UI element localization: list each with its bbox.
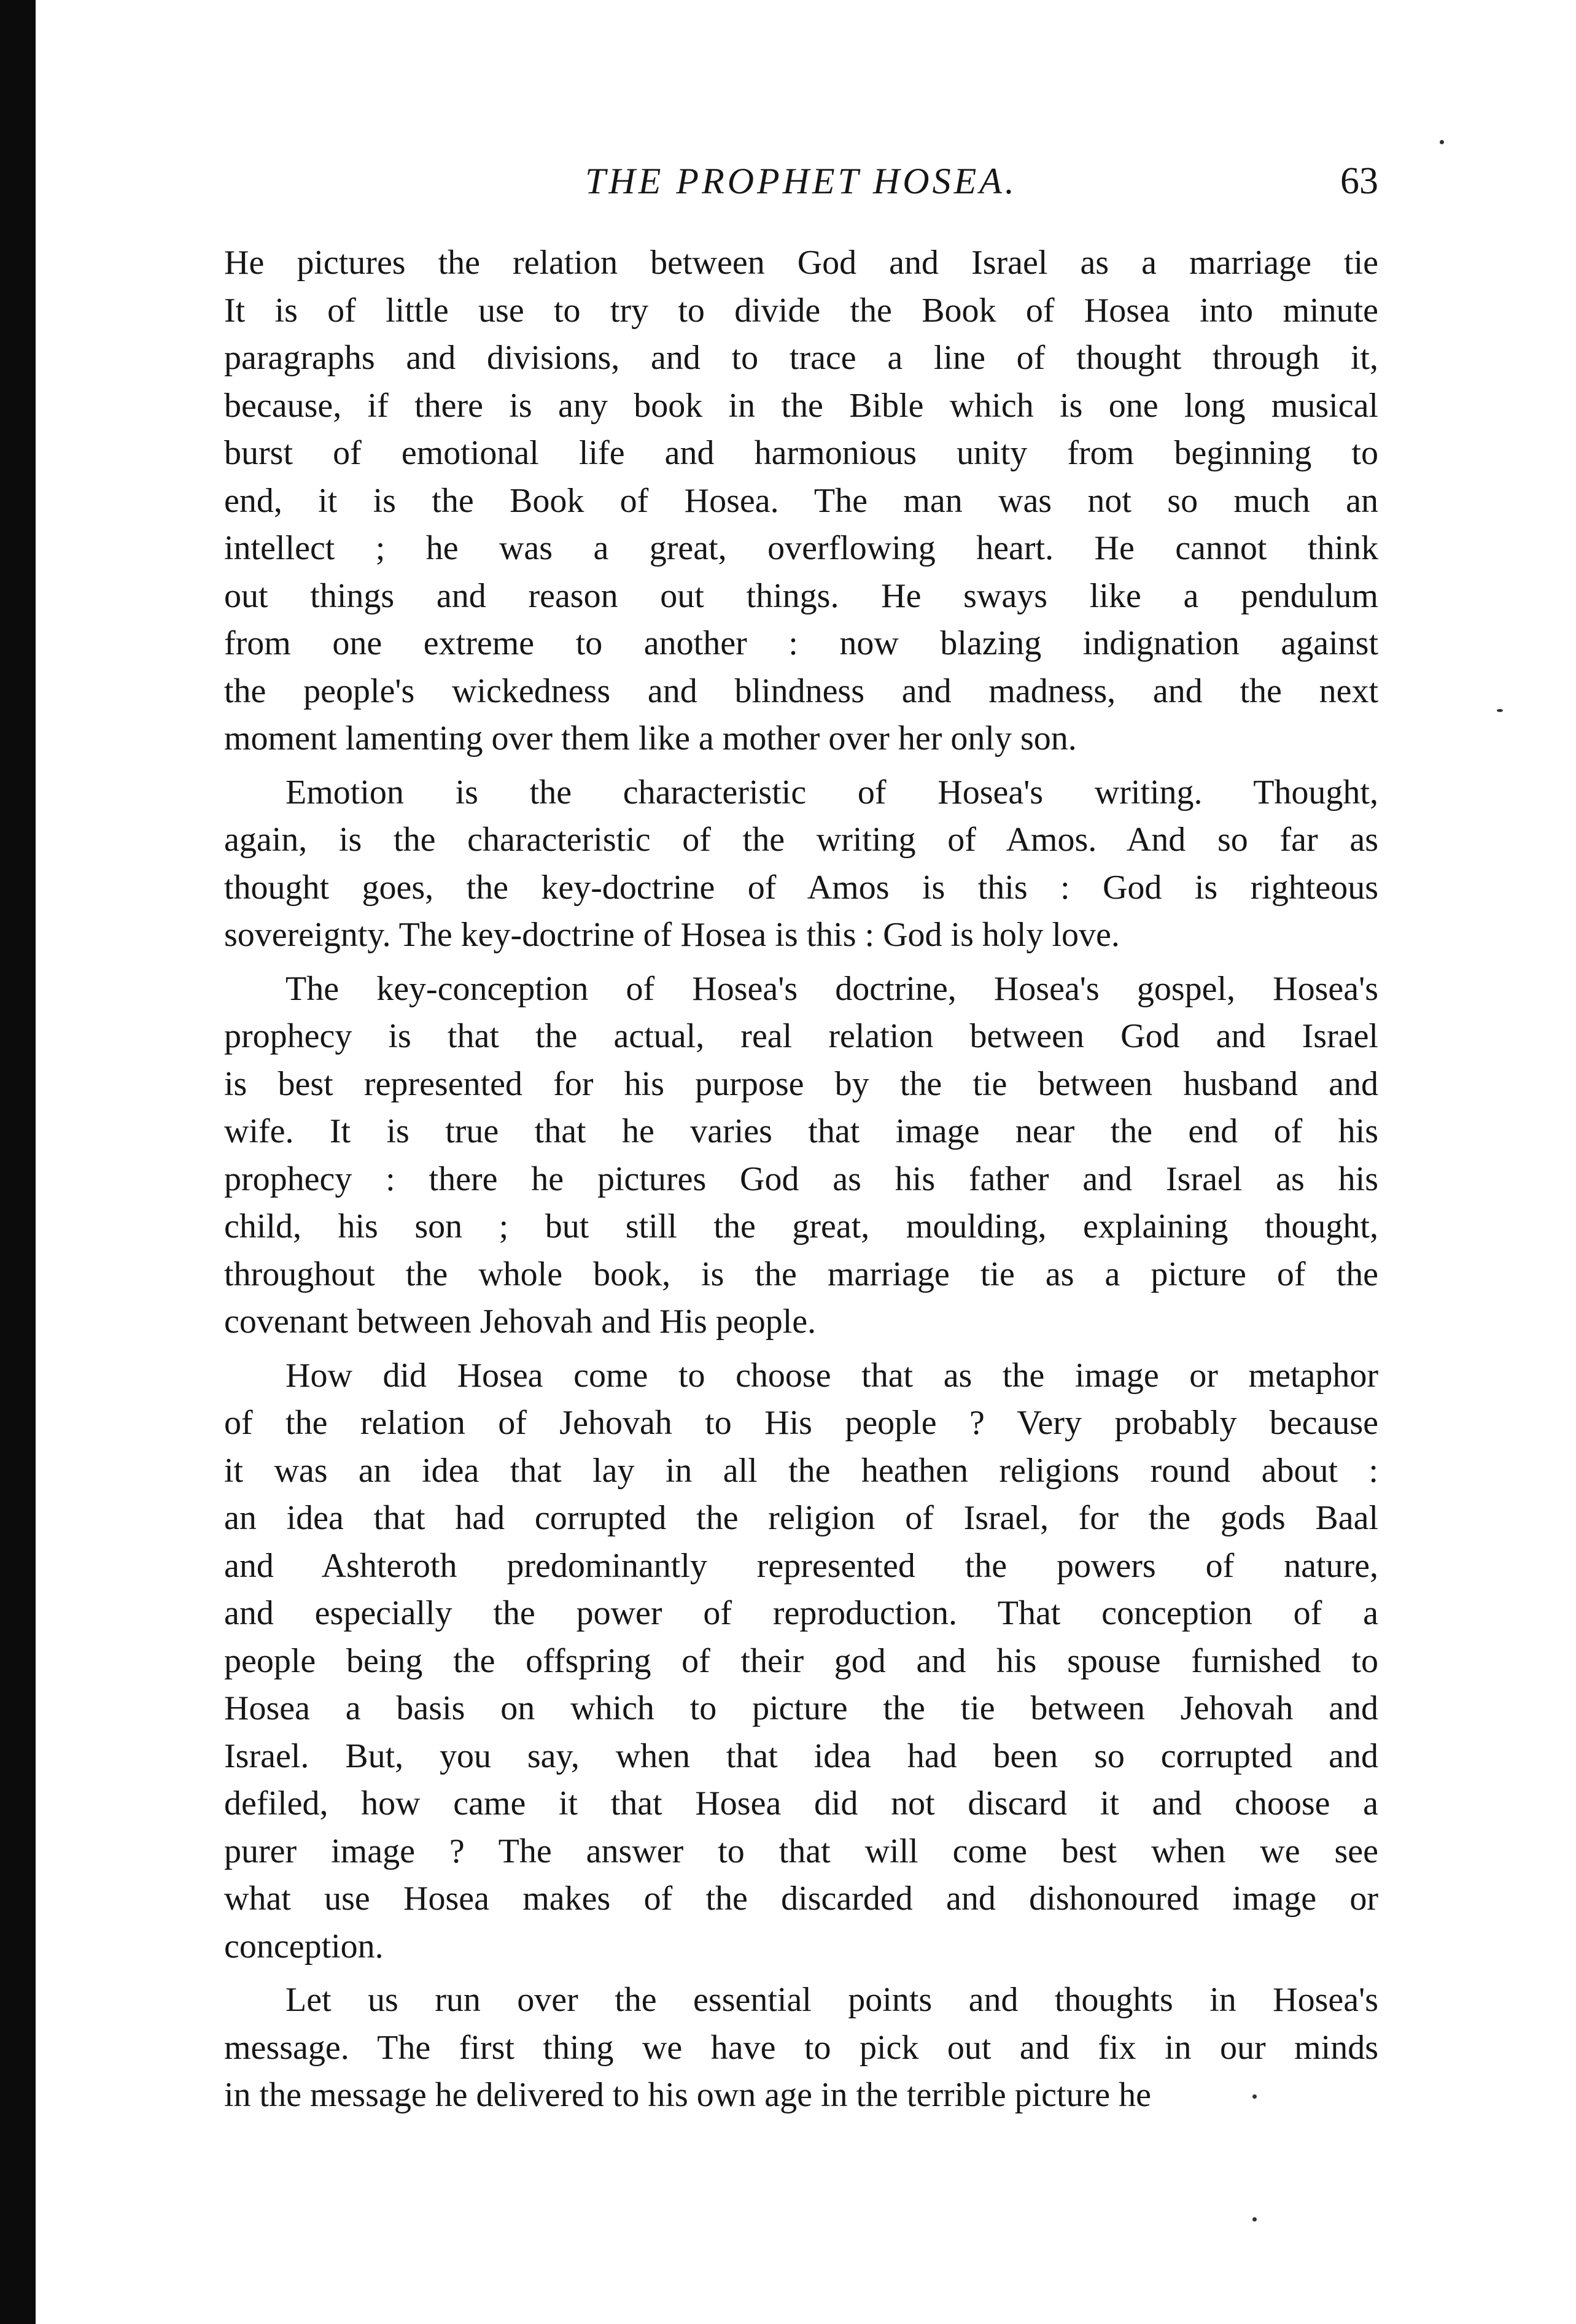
paragraph [224, 966, 1378, 1346]
text-line: and Ashteroth predominantly represented the powers of nature, [224, 1546, 1378, 1585]
text-line: because, if there is any book in the Bible which is one long musical [224, 386, 1378, 425]
text-line: of the relation of Jehovah to His people ? Very probably because [224, 1404, 1378, 1442]
paragraph-gap [224, 1346, 1378, 1352]
text-line: sovereignty. The key-doctrine of Hosea is this : God is holy love. [224, 916, 1120, 954]
paragraph-gap [224, 1970, 1378, 1977]
paragraph [224, 1352, 1378, 1971]
text-line: what use Hosea makes of the discarded and dishonoured image or [224, 1880, 1378, 1918]
paragraph [224, 1977, 1378, 2120]
paragraph [224, 769, 1378, 959]
text-line: end, it is the Book of Hosea. The man was not so much an [224, 481, 1378, 520]
page-header [224, 153, 1378, 209]
text-line: It is of little use to try to divide the Book of Hosea into minute [224, 291, 1378, 330]
text-line: people being the offspring of their god and his spouse furnished to [224, 1641, 1378, 1680]
text-line: covenant between Jehovah and His people. [224, 1303, 817, 1341]
text-line: from one extreme to another : now blazing indignation against [224, 624, 1378, 662]
scan-speck [1252, 2217, 1257, 2221]
text-line: defiled, how came it that Hosea did not discard it and choose a [224, 1784, 1378, 1822]
text-line: conception. [224, 1927, 384, 1966]
text-line: in the message he delivered to his own age in the terrible picture he [224, 2076, 1151, 2114]
text-line: an idea that had corrupted the religion of Israel, for the gods Baal [224, 1499, 1378, 1537]
text-line: again, is the characteristic of the writing of Amos. And so far as [224, 821, 1378, 859]
text-line: prophecy : there he pictures God as his father and Israel as his [224, 1160, 1378, 1198]
text-line: message. The first thing we have to pick out and fix in our minds [224, 2028, 1378, 2067]
text-line: out things and reason out things. He sways like a pendulum [224, 576, 1378, 615]
text-line: it was an idea that lay in all the heathen religions round about : [224, 1451, 1378, 1490]
paragraph [224, 239, 1378, 763]
scan-speck [1252, 2094, 1257, 2099]
text-line: prophecy is that the actual, real relation between God and Israel [224, 1017, 1378, 1055]
text-line: throughout the whole book, is the marriage tie as a picture of the [224, 1255, 1378, 1293]
text-line: How did Hosea come to choose that as the image or metaphor [285, 1356, 1378, 1395]
page-number: 63 [1340, 160, 1378, 202]
scan-speck [1440, 140, 1444, 144]
scan-speck [1497, 709, 1503, 712]
text-line: intellect ; he was a great, overflowing heart. He cannot think [224, 529, 1378, 567]
paragraph-gap [224, 763, 1378, 769]
text-line: the people's wickedness and blindness and madness, and the next [224, 672, 1378, 710]
text-line: He pictures the relation between God and Israel as a marriage tie [224, 244, 1378, 282]
text-line: purer image ? The answer to that will come best when we see [224, 1832, 1378, 1870]
text-line: Let us run over the essential points and thoughts in Hosea's [285, 1981, 1378, 2019]
running-title: THE PROPHET HOSEA. [585, 161, 1017, 201]
text-line: moment lamenting over them like a mother over her only son. [224, 719, 1077, 757]
text-line: and especially the power of reproduction. That conception of a [224, 1594, 1378, 1632]
text-line: Emotion is the characteristic of Hosea's writing. Thought, [285, 773, 1378, 811]
text-line: is best represented for his purpose by the tie between husband and [224, 1064, 1378, 1103]
text-line: Hosea a basis on which to picture the tie between Jehovah and [224, 1689, 1378, 1727]
paragraph-gap [224, 959, 1378, 966]
text-line: thought goes, the key-doctrine of Amos is this : God is righteous [224, 868, 1378, 907]
text-line: Israel. But, you say, when that idea had been so corrupted and [224, 1737, 1378, 1775]
text-line: paragraphs and divisions, and to trace a line of thought through it, [224, 339, 1378, 377]
scan-edge-shadow [0, 0, 36, 2324]
text-line: burst of emotional life and harmonious unity from beginning to [224, 434, 1378, 472]
text-line: child, his son ; but still the great, moulding, explaining thought, [224, 1207, 1378, 1245]
text-line: wife. It is true that he varies that image near the end of his [224, 1112, 1378, 1150]
text-line: The key-conception of Hosea's doctrine, Hosea's gospel, Hosea's [285, 969, 1378, 1008]
body-text [224, 239, 1378, 2120]
